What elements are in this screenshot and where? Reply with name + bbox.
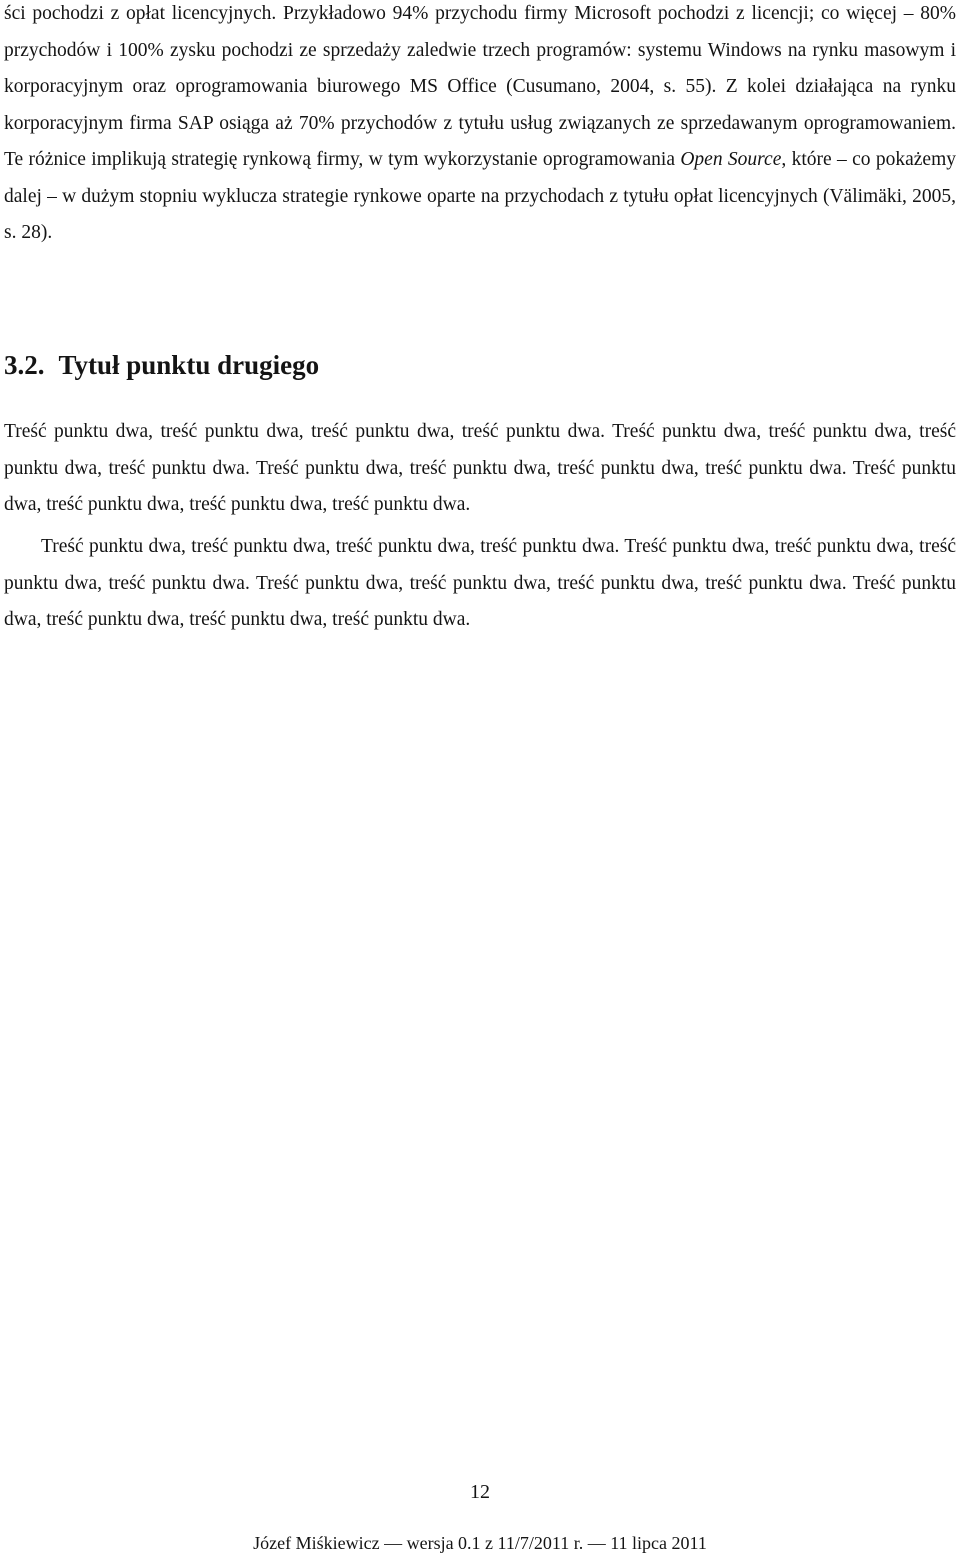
section-title: Tytuł punktu drugiego (58, 350, 320, 380)
body-paragraph-section-two-second: Treść punktu dwa, treść punktu dwa, treść punktu dwa, treść punktu dwa. Treść punktu dwa, treść punktu dwa, treść punktu dwa, treść punktu dwa. Treść punktu dwa, treść punktu dwa, treść punktu dwa, treść punktu dwa. Treść punktu dwa, treść punktu dwa, treść punktu dwa, treść punktu dwa. (4, 536, 956, 630)
section-heading (4, 345, 319, 385)
body-paragraph-intro (4, 0, 956, 252)
paragraph-text-after-italic: , które – co pokażemy dalej – w dużym stopniu wyklucza strategie rynkowe oparte na przychodach z tytułu opłat licencyjnych (Välimäki, 2005, s. 28). (4, 149, 956, 243)
page-number: 12 (470, 1481, 490, 1503)
paragraph-text-before-italic: ści pochodzi z opłat licencyjnych. Przykładowo 94% przychodu firmy Microsoft pochodzi z licencji; co więcej – 80% przychodów i 100% zysku pochodzi ze sprzedaży zaledwie trzech programów: systemu Windows na rynku masowym i korporacyjnym oraz oprogramowania biurowego MS Office (Cusumano, 2004, s. 55). Z kolei działająca na rynku korporacyjnym firma SAP osiąga aż 70% przychodów z tytułu usług związanych ze sprzedawanym oprogramowaniem. Te różnice implikują strategię rynkową firmy, w tym wykorzystanie oprogramowania (4, 3, 956, 170)
page-footer: Józef Miśkiewicz — wersja 0.1 z 11/7/2011 r. — 11 lipca 2011 (253, 1533, 707, 1553)
body-paragraph-section-two-first: Treść punktu dwa, treść punktu dwa, treść punktu dwa, treść punktu dwa. Treść punktu dwa, treść punktu dwa, treść punktu dwa, treść punktu dwa. Treść punktu dwa, treść punktu dwa, treść punktu dwa, treść punktu dwa. Treść punktu dwa, treść punktu dwa, treść punktu dwa, treść punktu dwa. (4, 421, 956, 515)
paragraph-text-italic-term: Open Source (680, 149, 782, 170)
section-number: 3.2. (4, 350, 45, 380)
